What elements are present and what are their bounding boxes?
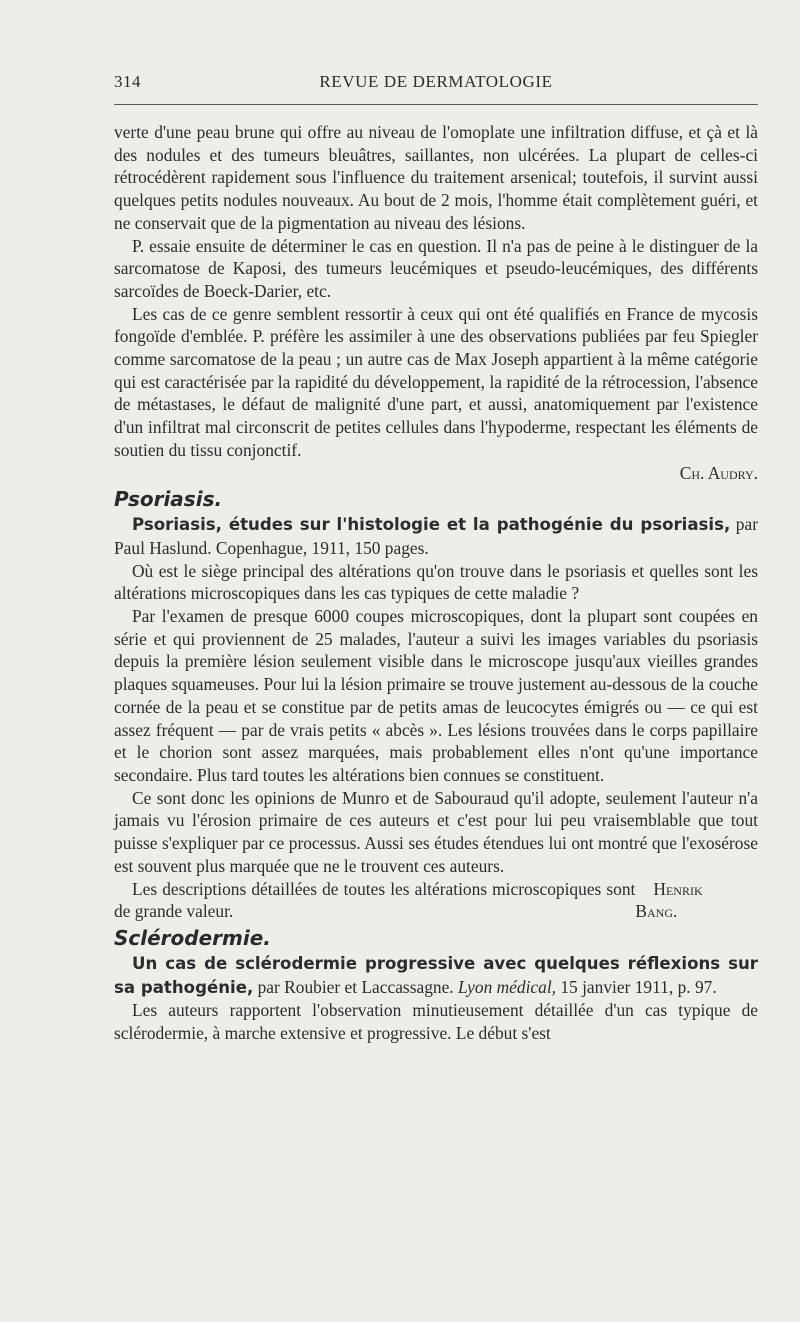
paragraph-text: Les descriptions détaillées de toutes les altérations microscopiques sont de grande valeur. [114,878,636,922]
paragraph: Les cas de ce genre semblent ressortir à ceux qui ont été qualifiés en France de mycosis fongoïde d'emblée. P. préfère les assimiler à une des observations publiées par feu Spiegler comme sarcomatose de la peau ; un autre cas de Max Joseph appartient à la même catégorie qui est caractérisée par la rapidité du développement, la rapidité de la rétrocession, l'absence de métastases, le défaut de malignité d'une part, et aussi, anatomiquement par l'existence d'un infiltrat mal circonscrit de petites cellules dans l'hypoderme, respectant les éléments de soutien du tissu conjonctif. [114,303,758,460]
page-number: 314 [114,72,141,91]
paragraph: P. essaie ensuite de déterminer le cas en question. Il n'a pas de peine à le distinguer de la sarcomatose de Kaposi, des tumeurs leucémiques et pseudo-leucémiques, des différents sarcoïdes de Boeck-Darier, etc. [114,235,758,301]
paragraph: Les auteurs rapportent l'observation minutieusement détaillée d'un cas typique de sclérodermie, à marche extensive et progressive. Le début s'est [114,1000,758,1044]
paragraph: Où est le siège principal des altérations qu'on trouve dans le psoriasis et quelles sont les altérations microscopiques dans les cas typiques de cette maladie ? [114,560,758,604]
running-head [114,72,758,96]
paragraph: verte d'une peau brune qui offre au niveau de l'omoplate une infiltration diffuse, et çà et là des nodules et des tumeurs bleuâtres, saillantes, non ulcérées. La plupart de celles-ci rétrocédèrent rapidement sous l'influence du traitement arsenical; toutefois, il survint aussi quelques petits nodules nouveaux. Au bout de 2 mois, l'homme était complètement guéri, et ne conservait que de la pigmentation au niveau des lésions. [114,122,758,233]
article-source: par Paul Haslund. Copenhague, 1911, 150 pages. [114,514,758,558]
article-body [114,121,758,1045]
section-title-sclerodermie: Sclérodermie. [114,925,271,950]
journal-title: REVUE DE DERMATOLOGIE [319,72,553,91]
article-title: Psoriasis, études sur l'histologie et la pathogénie du psoriasis, [132,515,731,535]
article-heading-sclerodermie [114,952,758,999]
article-heading-psoriasis [114,513,758,559]
signature-text: Ch. Audry. [679,462,758,483]
signature-audry [114,462,758,485]
signature-bang: Henrik Bang. [635,878,703,922]
paragraph-with-signature [114,878,758,923]
paragraph: Ce sont donc les opinions de Munro et de Sabouraud qu'il adopte, seulement l'auteur n'a jamais vu l'érosion primaire de ces auteurs et c'est pour lui peu vraisemblable que tout puisse s'expliquer par ce processus. Aussi ses études étendues lui ont montré que l'exosérose est souvent plus marquée que ne le trouvent ces auteurs. [114,787,758,876]
article-source-journal: Lyon médical, [458,976,557,997]
article-title: Un cas de sclérodermie progressive avec quelques réflexions sur sa pathogénie, [114,953,758,997]
header-rule [114,104,758,105]
article-source-pre: par Roubier et Laccassagne. [253,976,458,997]
paragraph: Par l'examen de presque 6000 coupes microscopiques, dont la plupart sont coupées en série et qui proviennent de 25 malades, l'auteur a suivi les images variables du psoriasis depuis la première lésion seulement visible dans le microscope jusqu'aux vieilles grandes plaques squameuses. Pour lui la lésion primaire se trouve justement au-dessous de la couche cornée de la peau et se constitue par de petits amas de leucocytes émigrés ou — ce qui est assez fréquent — par de vrais petits « abcès ». Les lésions trouvées dans le corps papillaire et le chorion sont assez marquées, mais probablement elles n'ont qu'une importance secondaire. Plus tard toutes les altérations bien connues se constituent. [114,606,758,785]
article-source-post: 15 janvier 1911, p. 97. [556,976,717,997]
section-title-psoriasis: Psoriasis. [114,487,223,512]
